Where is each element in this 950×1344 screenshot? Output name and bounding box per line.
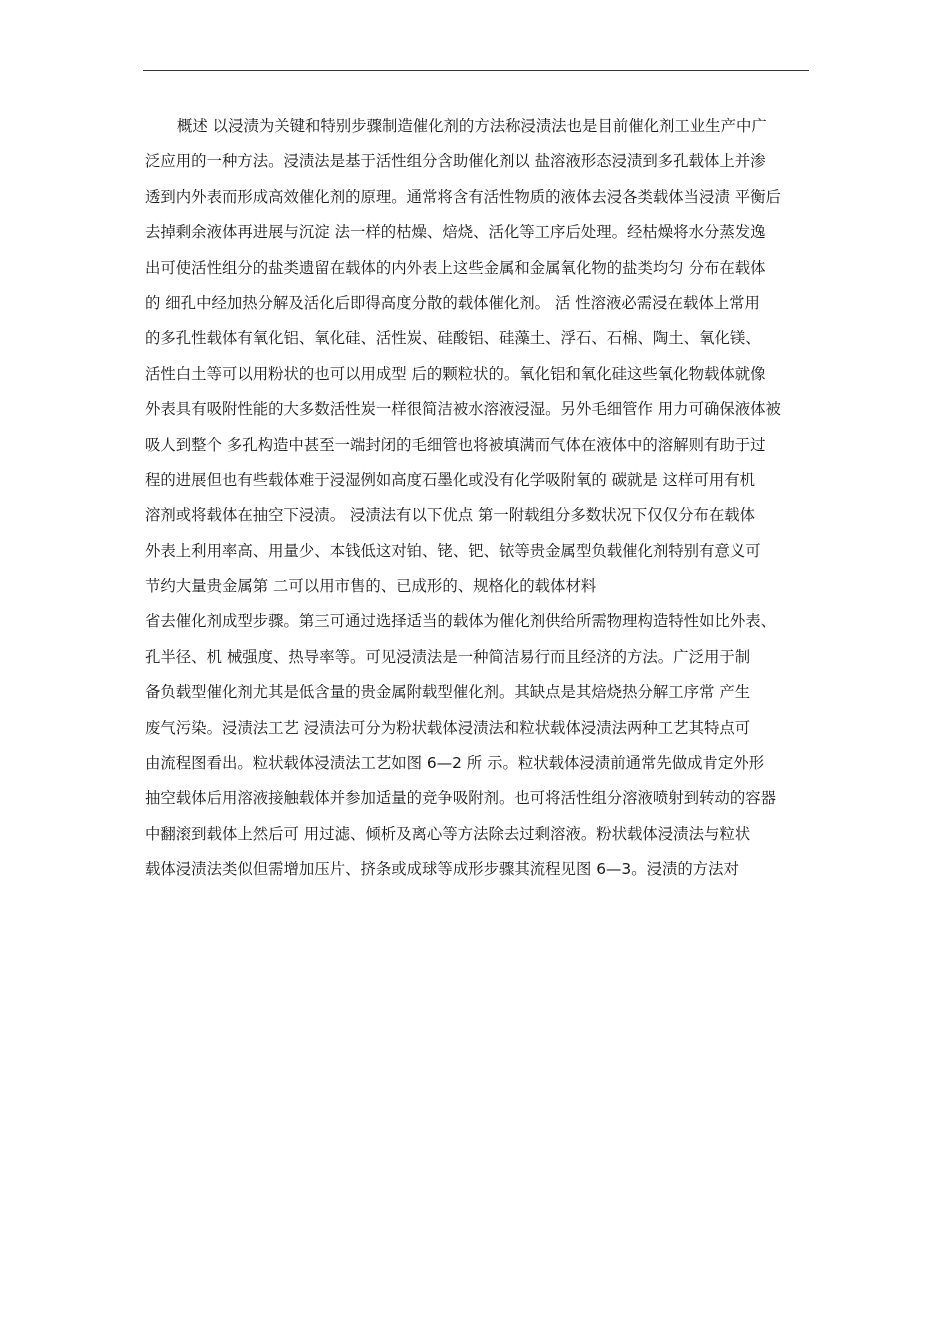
text-line-8: 活性白土等可以用粉状的也可以用成型 后的颗粒状的。氧化铝和氧化硅这些氧化物载体就像 — [145, 364, 766, 383]
text-line-2: 泛应用的一种方法。浸渍法是基于活性组分含助催化剂以 盐溶液形态浸渍到多孔载体上并渗 — [145, 152, 766, 171]
header-rule — [143, 70, 809, 71]
text-line-20: 抽空载体后用溶液接触载体并参加适量的竞争吸附剂。也可将活性组分溶液喷射到转动的容器 — [145, 789, 777, 808]
text-line-13: 外表上利用率高、用量少、本钱低这对铂、铑、钯、铱等贵金属型负载催化剂特别有意义可 — [145, 541, 761, 560]
text-line-3: 透到内外表而形成高效催化剂的原理。通常将含有活性物质的液体去浸各类载体当浸渍 平衡后 — [145, 187, 781, 206]
text-line-9: 外表具有吸附性能的大多数活性炭一样很简洁被水溶液浸湿。另外毛细管作 用力可确保液体被 — [145, 400, 781, 419]
text-line-16: 孔半径、机 械强度、热导率等。可见浸渍法是一种简洁易行而且经济的方法。广泛用于制 — [145, 647, 751, 666]
text-line-6: 的 细孔中经加热分解及活化后即得高度分散的载体催化剂。 活 性溶液必需浸在载体上常用 — [145, 293, 760, 312]
text-line-1: 概述 以浸渍为关键和特别步骤制造催化剂的方法称浸渍法也是目前催化剂工业生产中广 — [177, 117, 767, 135]
text-line-21: 中翻滚到载体上然后可 用过滤、倾析及离心等方法除去过剩溶液。粉状载体浸渍法与粒状 — [145, 824, 751, 843]
text-line-19: 由流程图看出。粒状载体浸渍法工艺如图 6—2 所 示。粒状载体浸渍前通常先做成肯定外形 — [145, 754, 765, 773]
text-line-10: 吸人到整个 多孔构造中甚至一端封闭的毛细管也将被填满而气体在液体中的溶解则有助于过 — [145, 435, 766, 454]
text-line-4: 去掉剩余液体再进展与沉淀 法一样的枯燥、焙烧、活化等工序后处理。经枯燥将水分蒸发逸 — [145, 223, 766, 242]
body-text — [145, 113, 825, 892]
text-line-11: 程的进展但也有些载体难于浸湿例如高度石墨化或没有化学吸附氧的 碳就是 这样可用有机 — [145, 470, 756, 489]
text-line-18: 废气污染。浸渍法工艺 浸渍法可分为粉状载体浸渍法和粒状载体浸渍法两种工艺其特点可 — [145, 718, 751, 737]
text-line-22: 载体浸渍法类似但需增加压片、挤条或成球等成形步骤其流程见图 6—3。浸渍的方法对 — [145, 860, 739, 879]
text-line-15: 省去催化剂成型步骤。第三可通过选择适当的载体为催化剂供给所需物理构造特性如比外表、 — [145, 612, 777, 631]
text-line-17: 备负载型催化剂尤其是低含量的贵金属附载型催化剂。其缺点是其焙烧热分解工序常 产生 — [145, 683, 751, 702]
text-line-14: 节约大量贵金属第 二可以用市售的、已成形的、规格化的载体材料 — [145, 577, 597, 596]
text-line-7: 的多孔性载体有氧化铝、氧化硅、活性炭、硅酸铝、硅藻土、浮石、石棉、陶土、氧化镁、 — [145, 329, 761, 348]
text-line-12: 溶剂或将载体在抽空下浸渍。 浸渍法有以下优点 第一附载组分多数状况下仅仅分布在载体 — [145, 506, 756, 525]
text-line-5: 出可使活性组分的盐类遗留在载体的内外表上这些金属和金属氧化物的盐类均匀 分布在载体 — [145, 258, 766, 277]
